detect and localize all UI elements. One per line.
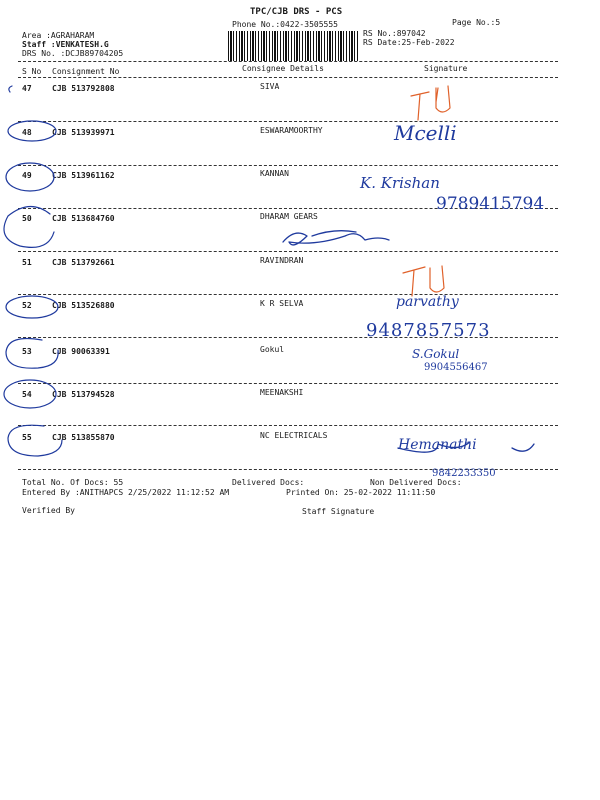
row-sno: 54 [22,390,32,399]
handwritten-signature: parvathy [396,294,459,310]
row-consignee: SIVA [260,82,280,91]
row-consignment: CJB 513961162 [52,171,115,180]
row-consignee: MEENAKSHI [260,388,304,397]
row-consignee: KANNAN [260,169,289,178]
printed-on: Printed On: 25-02-2022 11:11:50 [286,488,436,497]
area-label: Area :AGRAHARAM [22,31,95,40]
staff-signature: Staff Signature [302,507,375,516]
handwritten-signature: K. Krishan [360,174,440,192]
document-title: TPC/CJB DRS - PCS [250,7,343,17]
handwritten-phone: 9904556467 [424,362,488,373]
row-consignee: NC ELECTRICALS [260,431,328,440]
col-sno: S No [22,67,42,76]
row-sno: 47 [22,84,32,93]
staff-label: Staff :VENKATESH.G [22,40,109,49]
delivered-docs: Delivered Docs: [232,478,305,487]
row-consignment: CJB 513684760 [52,214,115,223]
col-signature: Signature [424,64,468,73]
page-number: Page No.:5 [452,18,501,27]
row-consignment: CJB 513855870 [52,433,115,442]
row-consignment: CJB 513794528 [52,390,115,399]
non-delivered-docs: Non Delivered Docs: [370,478,462,487]
row-sno: 51 [22,258,32,267]
handwritten-signature: Hemanathi [398,437,477,453]
row-sno: 55 [22,433,32,442]
row-consignment: CJB 513792808 [52,84,115,93]
col-consignee: Consignee Details [242,64,324,73]
handwritten-phone: 9789415794 [436,194,545,214]
row-consignment: CJB 513526880 [52,301,115,310]
row-sno: 49 [22,171,32,180]
col-consignment: Consignment No [52,67,120,76]
drs-number: DRS No. :DCJB89704205 [22,49,124,58]
row-consignee: Gokul [260,345,285,354]
row-consignment: CJB 90063391 [52,347,110,356]
row-sno: 50 [22,214,32,223]
row-consignee: K R SELVA [260,299,304,308]
handwritten-signature: S.Gokul [412,347,460,361]
handwritten-phone: 9842233350 [432,468,496,479]
row-consignee: DHARAM GEARS [260,212,318,221]
row-sno: 52 [22,301,32,310]
row-consignee: RAVINDRAN [260,256,304,265]
row-consignment: CJB 513939971 [52,128,115,137]
rs-date: RS Date:25-Feb-2022 [363,38,455,47]
row-sno: 48 [22,128,32,137]
total-docs: Total No. Of Docs: 55 [22,478,124,487]
row-consignee: ESWARAMOORTHY [260,126,323,135]
verified-by: Verified By [22,506,75,515]
handwritten-signature: Mcelli [394,121,457,145]
phone-number: Phone No.:0422-3505555 [232,20,338,29]
handwritten-phone: 9487857573 [366,320,491,341]
entered-by: Entered By :ANITHAPCS 2/25/2022 11:12:52 AM [22,488,230,497]
row-consignment: CJB 513792661 [52,258,115,267]
row-sno: 53 [22,347,32,356]
rs-number: RS No.:897042 [363,29,426,38]
